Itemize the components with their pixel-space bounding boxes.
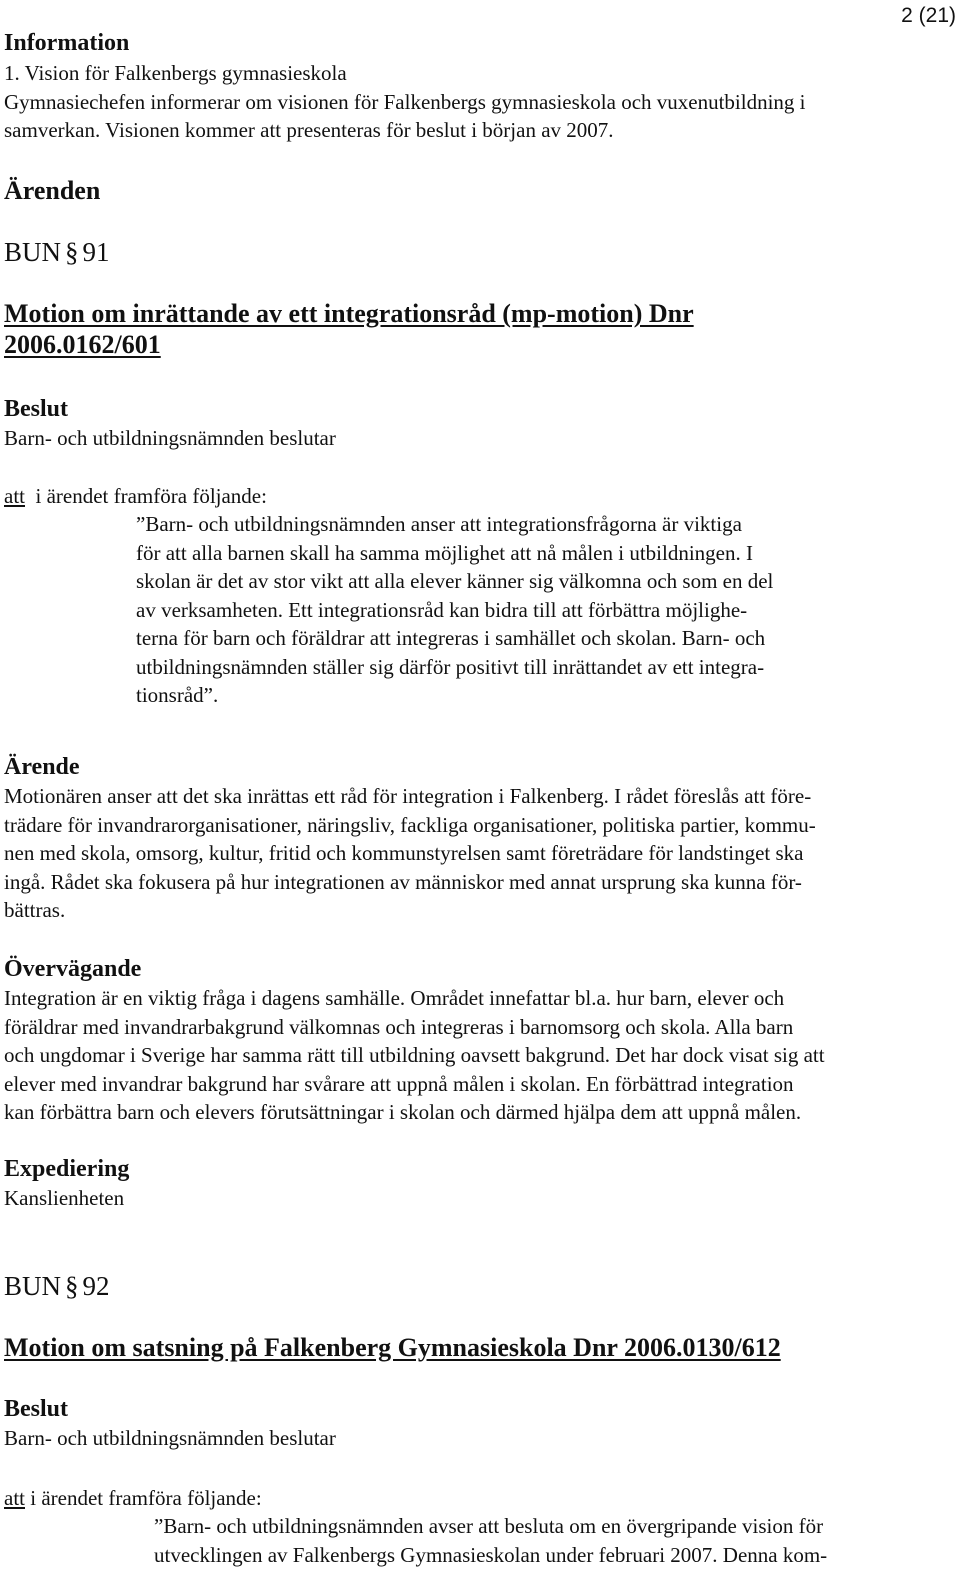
page-number: 2 (21)	[901, 4, 956, 27]
quote-line: för att alla barnen skall ha samma möjlighet att nå målen i utbildningen. I	[136, 540, 753, 565]
overvagande-line: kan förbättra barn och elevers förutsättningar i skolan och därmed hjälpa dem att uppnå målen.	[4, 1100, 802, 1124]
section-sign: §	[65, 237, 79, 267]
quote-line: tionsråd”.	[136, 683, 219, 707]
overvagande-heading: Övervägande	[4, 956, 142, 982]
overvagande-line: och ungdomar i Sverige har samma rätt till utbildning oavsett bakgrund. Det har dock visat sig att	[4, 1043, 825, 1067]
case-91-number	[4, 236, 954, 268]
case-91-title-line-1: Motion om inrättande av ett integrationsråd (mp-motion) Dnr	[4, 299, 694, 328]
case-number: 91	[82, 237, 110, 267]
overvagande-line: föräldrar med invandrarbakgrund välkomnas och integreras i barnomsorg och skola. Alla barn	[4, 1014, 794, 1039]
arende-line: Motionären anser att det ska inrättas ett råd för integration i Falkenberg. I rådet föreslås att före-	[4, 784, 812, 808]
arende-section	[4, 752, 954, 925]
case-number: 92	[82, 1271, 110, 1301]
information-item-title: 1. Vision för Falkenbergs gymnasieskola	[4, 61, 347, 85]
case-91-title	[4, 298, 954, 360]
arende-line: ingå. Rådet ska fokusera på hur integrationen av människor med annat ursprung ska kunna för-	[4, 869, 802, 894]
quote-line: terna för barn och föräldrar att integreras i samhället och skolan. Barn- och	[136, 626, 766, 650]
overvagande-line: elever med invandrar bakgrund har svårare att uppnå målen i skolan. En förbättrad integration	[4, 1071, 794, 1096]
information-section	[4, 28, 954, 145]
bun-label: BUN	[4, 1271, 62, 1301]
att-marker: att	[4, 1486, 25, 1510]
arende-line: nen med skola, omsorg, kultur, fritid och kommunstyrelsen samt företrädare för landstinget ska	[4, 841, 804, 865]
case-92-number	[4, 1270, 954, 1302]
information-text-line-2: samverkan. Visionen kommer att presenteras för beslut i början av 2007.	[4, 118, 614, 142]
beslut-intro: Barn- och utbildningsnämnden beslutar	[4, 426, 336, 450]
quote-line: ”Barn- och utbildningsnämnden anser att integrationsfrågorna är viktiga	[136, 512, 742, 536]
bun-label: BUN	[4, 237, 62, 267]
att-text: i ärendet framföra följande:	[30, 1486, 262, 1510]
arende-line: bättras.	[4, 898, 66, 922]
section-sign: §	[65, 1271, 79, 1301]
case-91-title-line-2: 2006.0162/601	[4, 330, 161, 359]
quote-line: ”Barn- och utbildningsnämnden avser att besluta om en övergripande vision för	[154, 1514, 824, 1538]
att-marker: att	[4, 484, 25, 508]
quote-line: utbildningsnämnden ställer sig därför positivt till inrättandet av ett integra-	[136, 654, 765, 679]
att-text: i ärendet framföra följande:	[35, 484, 267, 508]
information-heading: Information	[4, 30, 130, 56]
quote-line: av verksamheten. Ett integrationsråd kan bidra till att förbättra möjlighe-	[136, 597, 748, 622]
beslut-intro: Barn- och utbildningsnämnden beslutar	[4, 1426, 336, 1450]
expediering-heading: Expediering	[4, 1156, 130, 1182]
quote-line: skolan är det av stor vikt att alla elever känner sig välkomna och som en del	[136, 569, 774, 593]
overvagande-section	[4, 954, 954, 1127]
case-92-title: Motion om satsning på Falkenberg Gymnasieskola Dnr 2006.0130/612	[4, 1333, 781, 1362]
expediering-text: Kanslienheten	[4, 1186, 125, 1210]
expediering-section	[4, 1154, 954, 1213]
case-92-quote	[154, 1512, 948, 1569]
information-text-line-1: Gymnasiechefen informerar om visionen för Falkenbergs gymnasieskola och vuxenutbildning i	[4, 89, 806, 114]
beslut-heading: Beslut	[4, 396, 69, 422]
beslut-heading: Beslut	[4, 1396, 69, 1422]
overvagande-line: Integration är en viktig fråga i dagens samhälle. Området innefattar bl.a. hur barn, elever och	[4, 986, 785, 1010]
arenden-heading: Ärenden	[4, 176, 101, 205]
arende-heading: Ärende	[4, 754, 80, 780]
arende-line: trädare för invandrarorganisationer, näringsliv, fackliga organisationer, politiska partier, kommu-	[4, 812, 816, 837]
case-91-quote	[136, 510, 890, 710]
quote-line: utvecklingen av Falkenbergs Gymnasieskolan under februari 2007. Denna kom-	[154, 1542, 828, 1567]
